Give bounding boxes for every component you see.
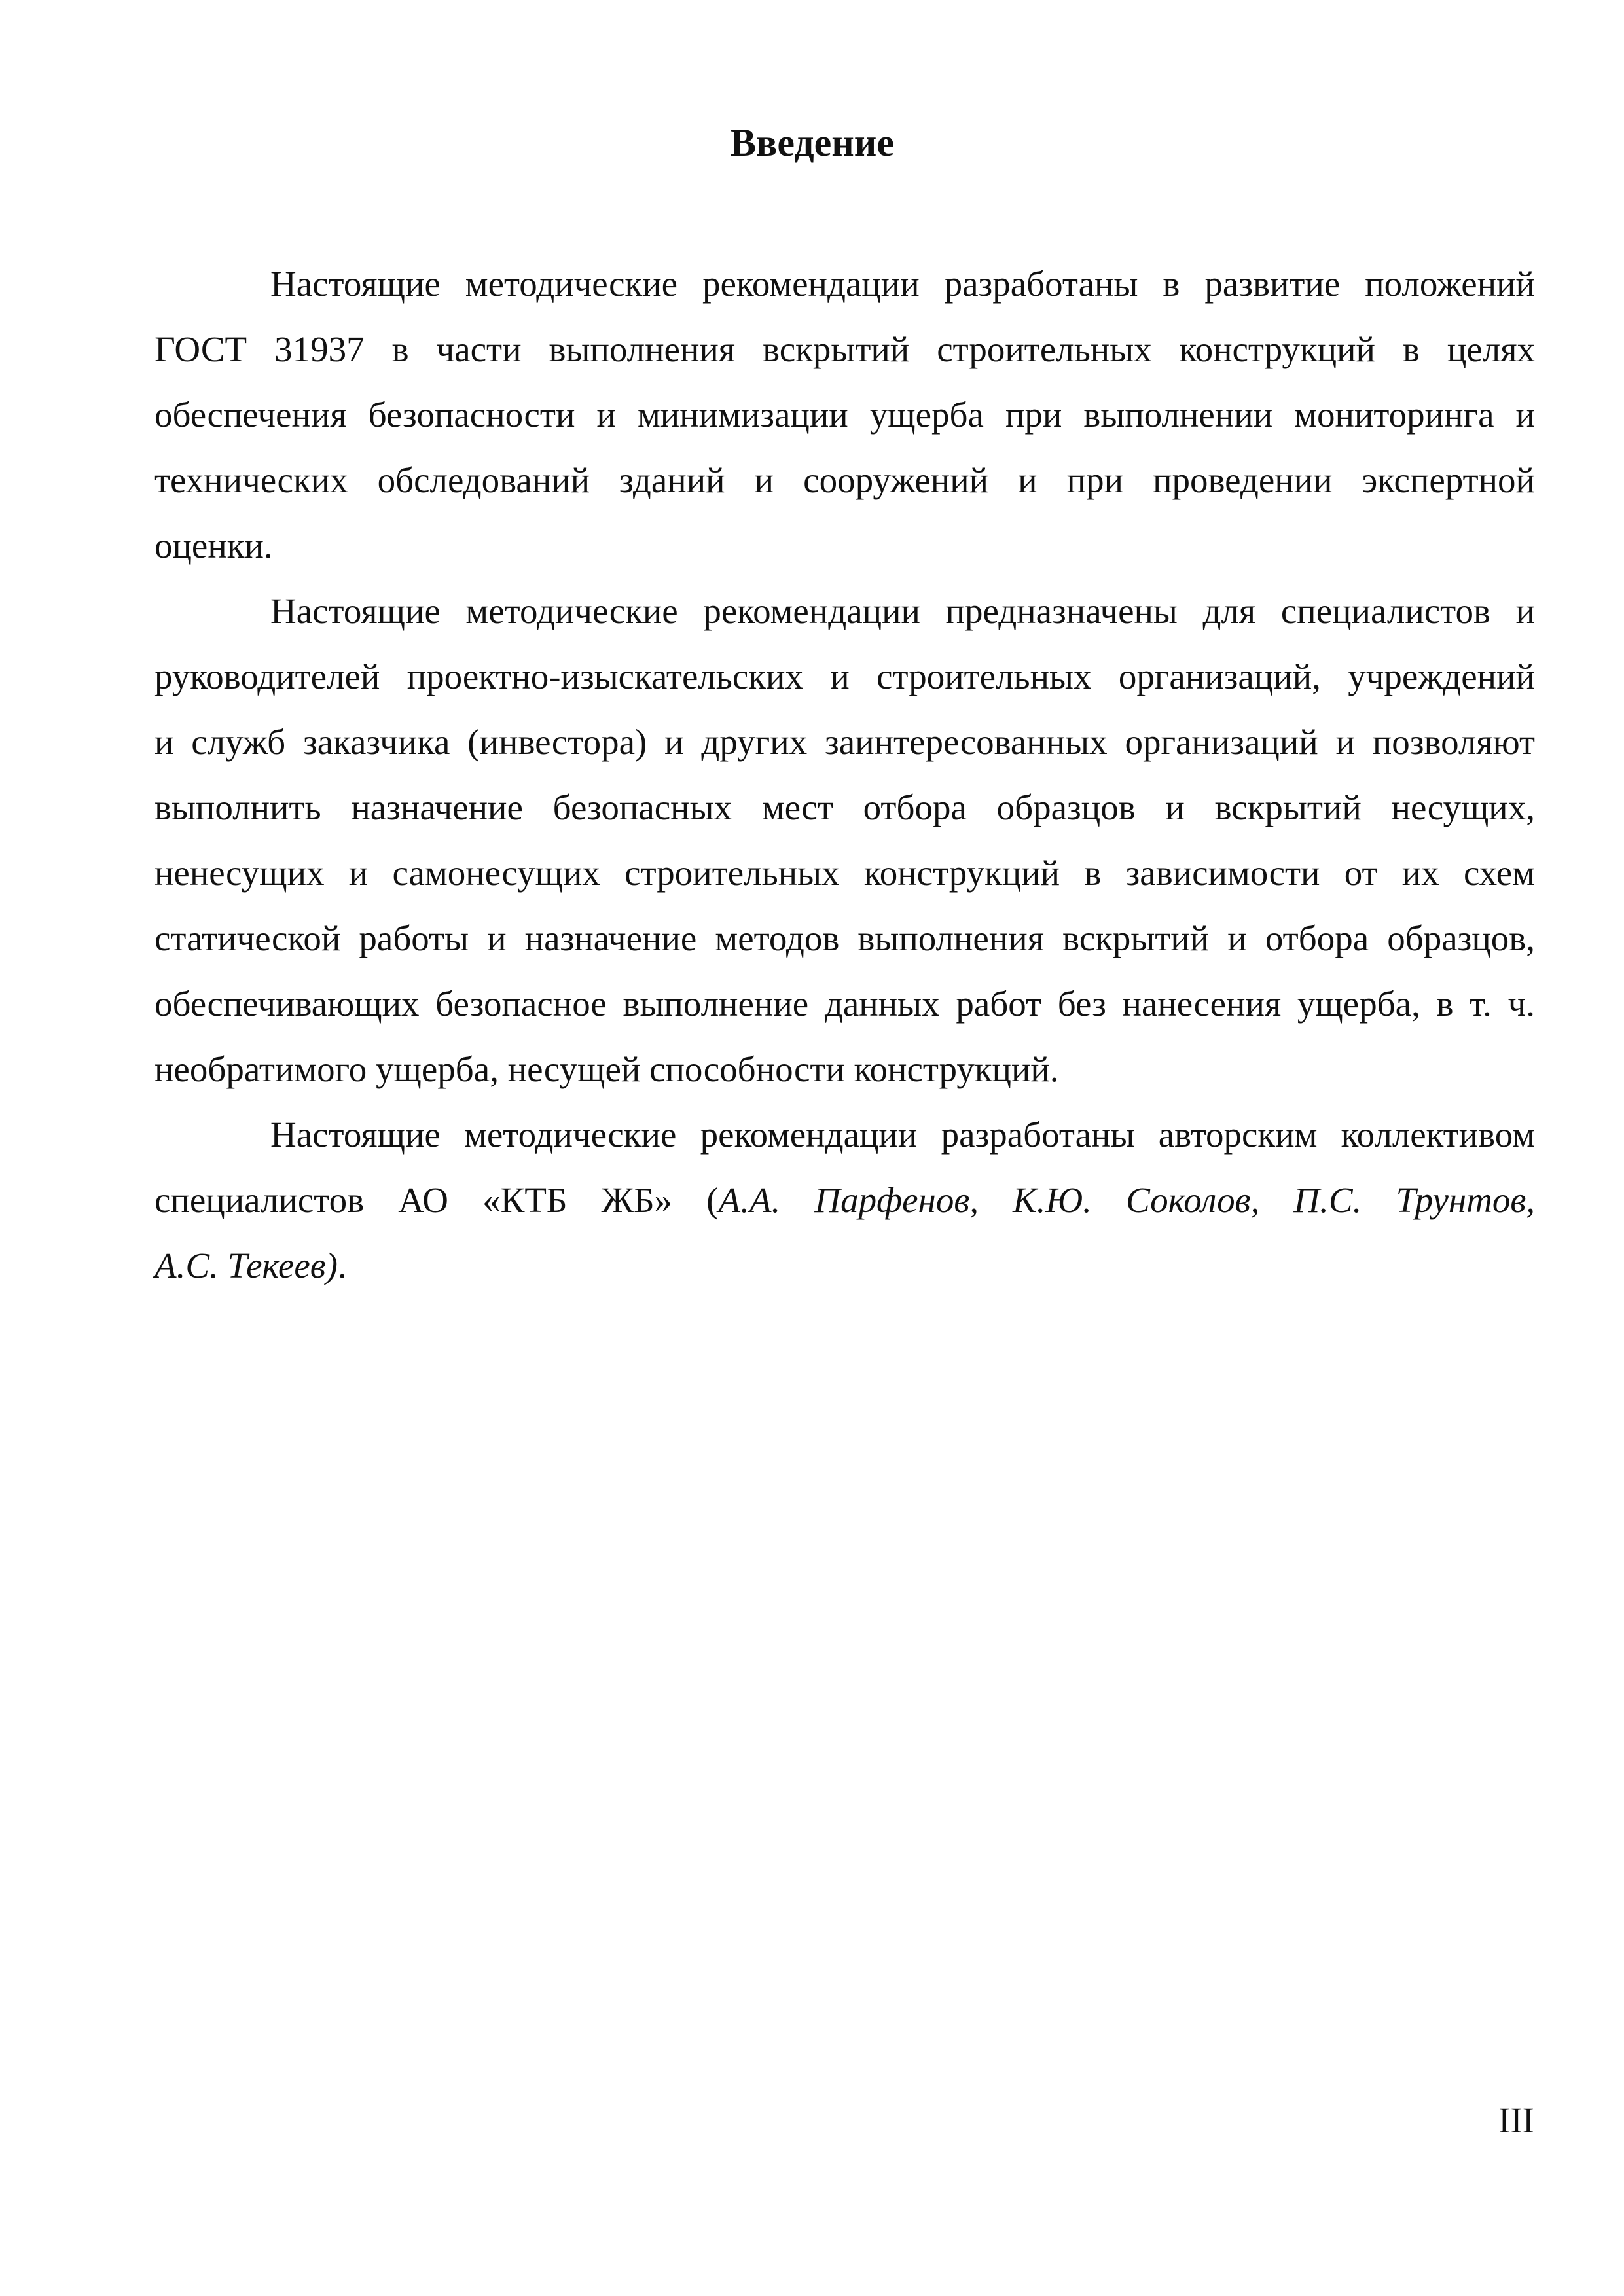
paragraph-1 [154,251,1535,579]
paragraph-3-line-3-suffix: . [337,1246,347,1285]
paragraph-3-line-2 [154,1168,1535,1233]
paragraph-3 [154,1102,1535,1299]
paragraph-3-line-3 [154,1233,1535,1299]
paragraph-1-line-1: Настоящие методические рекомендации разработаны в развитие положений [270,264,1535,304]
paragraph-2-line-1: Настоящие методические рекомендации предназначены для специалистов и [270,591,1535,631]
paragraph-1-line-2: ГОСТ 31937 в части выполнения вскрытий строительных конструкций в целях [154,329,1535,369]
paragraph-3-authors-part-1: А.А. Парфенов, К.Ю. Соколов, П.С. Трунтов, [718,1180,1535,1220]
paragraph-2-line-2: руководителей проектно-изыскательских и строительных организаций, учреждений [154,656,1535,696]
paragraph-2-line-3: и служб заказчика (инвестора) и других заинтересованных организаций и позволяют [154,722,1535,762]
paragraph-3-authors-part-2: А.С. Текеев) [154,1246,338,1285]
paragraph-2-line-8: необратимого ущерба, несущей способности конструкций. [154,1049,1059,1089]
paragraph-3-line-1: Настоящие методические рекомендации разработаны авторским коллективом [270,1115,1535,1155]
paragraph-2-line-4: выполнить назначение безопасных мест отбора образцов и вскрытий несущих, [154,787,1535,827]
page-number: III [1498,2100,1534,2140]
paragraph-3-line-2-prefix: специалистов АО «КТБ ЖБ» ( [154,1180,719,1220]
paragraph-1-line-3: обеспечения безопасности и минимизации ущерба при выполнении мониторинга и [154,395,1535,435]
paragraph-2-line-6: статической работы и назначение методов выполнения вскрытий и отбора образцов, [154,918,1535,958]
page-title: Введение [729,121,894,164]
paragraph-1-line-5: оценки. [154,526,273,565]
paragraph-2-line-5: ненесущих и самонесущих строительных конструкций в зависимости от их схем [154,853,1535,893]
paragraph-1-line-4: технических обследований зданий и сооружений и при проведении экспертной [154,460,1535,500]
paragraph-2-line-7: обеспечивающих безопасное выполнение данных работ без нанесения ущерба, в т. ч. [154,984,1535,1024]
body-text [154,251,1535,1299]
paragraph-2 [154,579,1535,1102]
